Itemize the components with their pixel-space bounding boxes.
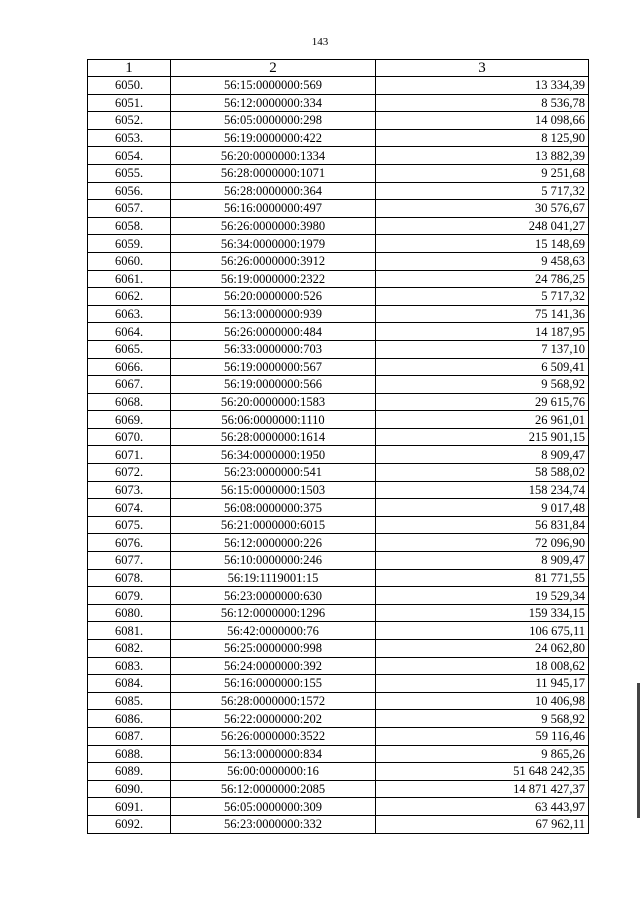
- cadastral-value: 81 771,55: [376, 569, 589, 587]
- cadastral-number: 56:28:0000000:1572: [171, 692, 376, 710]
- table-row: [88, 657, 589, 675]
- header-col-1: 1: [88, 60, 171, 77]
- cadastral-value: 51 648 242,35: [376, 763, 589, 781]
- row-number: 6058.: [88, 217, 171, 235]
- row-number: 6079.: [88, 587, 171, 605]
- cadastral-number: 56:33:0000000:703: [171, 340, 376, 358]
- cadastral-value: 9 017,48: [376, 499, 589, 517]
- table-row: [88, 446, 589, 464]
- cadastral-number: 56:25:0000000:998: [171, 640, 376, 658]
- cadastral-value: 18 008,62: [376, 657, 589, 675]
- table-body: [88, 77, 589, 834]
- row-number: 6069.: [88, 411, 171, 429]
- row-number: 6088.: [88, 745, 171, 763]
- cadastral-value: 67 962,11: [376, 815, 589, 833]
- cadastral-value: 9 568,92: [376, 376, 589, 394]
- table-header: [88, 60, 589, 77]
- cadastral-number: 56:16:0000000:155: [171, 675, 376, 693]
- cadastral-value: 9 568,92: [376, 710, 589, 728]
- table-row: [88, 745, 589, 763]
- cadastral-value: 9 251,68: [376, 164, 589, 182]
- row-number: 6050.: [88, 77, 171, 95]
- table-row: [88, 164, 589, 182]
- table-row: [88, 587, 589, 605]
- cadastral-value: 8 909,47: [376, 552, 589, 570]
- table-row: [88, 763, 589, 781]
- row-number: 6066.: [88, 358, 171, 376]
- row-number: 6080.: [88, 604, 171, 622]
- row-number: 6074.: [88, 499, 171, 517]
- table-row: [88, 499, 589, 517]
- cadastral-number: 56:13:0000000:939: [171, 305, 376, 323]
- cadastral-value: 9 458,63: [376, 252, 589, 270]
- table-row: [88, 235, 589, 253]
- row-number: 6065.: [88, 340, 171, 358]
- row-number: 6054.: [88, 147, 171, 165]
- cadastral-value: 63 443,97: [376, 798, 589, 816]
- cadastral-number: 56:19:0000000:2322: [171, 270, 376, 288]
- row-number: 6075.: [88, 516, 171, 534]
- table-row: [88, 252, 589, 270]
- cadastral-value: 9 865,26: [376, 745, 589, 763]
- cadastral-value: 19 529,34: [376, 587, 589, 605]
- table-row: [88, 798, 589, 816]
- row-number: 6087.: [88, 727, 171, 745]
- cadastral-number: 56:21:0000000:6015: [171, 516, 376, 534]
- cadastral-value: 106 675,11: [376, 622, 589, 640]
- table-row: [88, 94, 589, 112]
- cadastral-value: 158 234,74: [376, 481, 589, 499]
- table-row: [88, 358, 589, 376]
- cadastral-number: 56:20:0000000:1583: [171, 393, 376, 411]
- table-row: [88, 376, 589, 394]
- row-number: 6078.: [88, 569, 171, 587]
- cadastral-number: 56:19:0000000:567: [171, 358, 376, 376]
- cadastral-number: 56:05:0000000:309: [171, 798, 376, 816]
- row-number: 6081.: [88, 622, 171, 640]
- cadastral-value: 24 786,25: [376, 270, 589, 288]
- row-number: 6072.: [88, 464, 171, 482]
- cadastral-number: 56:26:0000000:3522: [171, 727, 376, 745]
- cadastral-value: 26 961,01: [376, 411, 589, 429]
- cadastral-value-table: [87, 59, 589, 834]
- row-number: 6063.: [88, 305, 171, 323]
- cadastral-value: 56 831,84: [376, 516, 589, 534]
- table-row: [88, 622, 589, 640]
- cadastral-value: 13 334,39: [376, 77, 589, 95]
- table-row: [88, 129, 589, 147]
- cadastral-value: 13 882,39: [376, 147, 589, 165]
- row-number: 6070.: [88, 428, 171, 446]
- table-row: [88, 77, 589, 95]
- page-number: 143: [311, 36, 329, 48]
- row-number: 6082.: [88, 640, 171, 658]
- table-row: [88, 340, 589, 358]
- cadastral-value: 7 137,10: [376, 340, 589, 358]
- cadastral-number: 56:20:0000000:526: [171, 288, 376, 306]
- table-row: [88, 147, 589, 165]
- cadastral-number: 56:34:0000000:1950: [171, 446, 376, 464]
- cadastral-value: 159 334,15: [376, 604, 589, 622]
- cadastral-number: 56:28:0000000:364: [171, 182, 376, 200]
- cadastral-value: 10 406,98: [376, 692, 589, 710]
- table-row: [88, 675, 589, 693]
- cadastral-value: 11 945,17: [376, 675, 589, 693]
- table-row: [88, 411, 589, 429]
- row-number: 6084.: [88, 675, 171, 693]
- cadastral-value: 248 041,27: [376, 217, 589, 235]
- table-row: [88, 516, 589, 534]
- cadastral-number: 56:23:0000000:541: [171, 464, 376, 482]
- table-row: [88, 815, 589, 833]
- table-row: [88, 393, 589, 411]
- cadastral-value: 14 098,66: [376, 112, 589, 130]
- cadastral-number: 56:28:0000000:1614: [171, 428, 376, 446]
- cadastral-value: 215 901,15: [376, 428, 589, 446]
- cadastral-number: 56:12:0000000:2085: [171, 780, 376, 798]
- cadastral-value: 30 576,67: [376, 200, 589, 218]
- cadastral-number: 56:15:0000000:569: [171, 77, 376, 95]
- cadastral-value: 75 141,36: [376, 305, 589, 323]
- row-number: 6090.: [88, 780, 171, 798]
- row-number: 6056.: [88, 182, 171, 200]
- row-number: 6091.: [88, 798, 171, 816]
- row-number: 6051.: [88, 94, 171, 112]
- table-row: [88, 727, 589, 745]
- row-number: 6061.: [88, 270, 171, 288]
- cadastral-number: 56:13:0000000:834: [171, 745, 376, 763]
- cadastral-number: 56:10:0000000:246: [171, 552, 376, 570]
- row-number: 6076.: [88, 534, 171, 552]
- header-row: [88, 60, 589, 77]
- row-number: 6052.: [88, 112, 171, 130]
- table-row: [88, 200, 589, 218]
- table-row: [88, 481, 589, 499]
- row-number: 6060.: [88, 252, 171, 270]
- cadastral-number: 56:08:0000000:375: [171, 499, 376, 517]
- cadastral-number: 56:34:0000000:1979: [171, 235, 376, 253]
- table-row: [88, 780, 589, 798]
- row-number: 6086.: [88, 710, 171, 728]
- table-row: [88, 710, 589, 728]
- cadastral-number: 56:24:0000000:392: [171, 657, 376, 675]
- cadastral-value: 14 871 427,37: [376, 780, 589, 798]
- cadastral-value: 59 116,46: [376, 727, 589, 745]
- cadastral-number: 56:23:0000000:630: [171, 587, 376, 605]
- cadastral-number: 56:12:0000000:334: [171, 94, 376, 112]
- row-number: 6062.: [88, 288, 171, 306]
- table-row: [88, 217, 589, 235]
- cadastral-value: 58 588,02: [376, 464, 589, 482]
- table-row: [88, 604, 589, 622]
- cadastral-number: 56:05:0000000:298: [171, 112, 376, 130]
- table-row: [88, 569, 589, 587]
- row-number: 6064.: [88, 323, 171, 341]
- row-number: 6068.: [88, 393, 171, 411]
- row-number: 6083.: [88, 657, 171, 675]
- row-number: 6059.: [88, 235, 171, 253]
- table-row: [88, 692, 589, 710]
- cadastral-number: 56:19:0000000:422: [171, 129, 376, 147]
- cadastral-number: 56:19:1119001:15: [171, 569, 376, 587]
- table-row: [88, 534, 589, 552]
- cadastral-value: 5 717,32: [376, 182, 589, 200]
- table-row: [88, 305, 589, 323]
- row-number: 6053.: [88, 129, 171, 147]
- table-row: [88, 323, 589, 341]
- cadastral-number: 56:15:0000000:1503: [171, 481, 376, 499]
- cadastral-value: 8 536,78: [376, 94, 589, 112]
- cadastral-value: 24 062,80: [376, 640, 589, 658]
- table-row: [88, 640, 589, 658]
- table-row: [88, 270, 589, 288]
- row-number: 6071.: [88, 446, 171, 464]
- cadastral-number: 56:28:0000000:1071: [171, 164, 376, 182]
- cadastral-value: 8 125,90: [376, 129, 589, 147]
- header-col-3: 3: [376, 60, 589, 77]
- row-number: 6085.: [88, 692, 171, 710]
- cadastral-number: 56:26:0000000:484: [171, 323, 376, 341]
- cadastral-value: 14 187,95: [376, 323, 589, 341]
- cadastral-number: 56:12:0000000:1296: [171, 604, 376, 622]
- table-row: [88, 112, 589, 130]
- cadastral-number: 56:22:0000000:202: [171, 710, 376, 728]
- row-number: 6089.: [88, 763, 171, 781]
- cadastral-number: 56:26:0000000:3912: [171, 252, 376, 270]
- table-row: [88, 428, 589, 446]
- cadastral-value: 6 509,41: [376, 358, 589, 376]
- row-number: 6057.: [88, 200, 171, 218]
- row-number: 6073.: [88, 481, 171, 499]
- cadastral-number: 56:23:0000000:332: [171, 815, 376, 833]
- cadastral-value: 8 909,47: [376, 446, 589, 464]
- header-col-2: 2: [171, 60, 376, 77]
- cadastral-number: 56:00:0000000:16: [171, 763, 376, 781]
- cadastral-value: 72 096,90: [376, 534, 589, 552]
- cadastral-number: 56:19:0000000:566: [171, 376, 376, 394]
- row-number: 6055.: [88, 164, 171, 182]
- cadastral-number: 56:16:0000000:497: [171, 200, 376, 218]
- table-row: [88, 552, 589, 570]
- cadastral-number: 56:26:0000000:3980: [171, 217, 376, 235]
- cadastral-number: 56:12:0000000:226: [171, 534, 376, 552]
- cadastral-value: 15 148,69: [376, 235, 589, 253]
- cadastral-value: 5 717,32: [376, 288, 589, 306]
- cadastral-number: 56:06:0000000:1110: [171, 411, 376, 429]
- cadastral-number: 56:20:0000000:1334: [171, 147, 376, 165]
- row-number: 6092.: [88, 815, 171, 833]
- cadastral-value: 29 615,76: [376, 393, 589, 411]
- row-number: 6067.: [88, 376, 171, 394]
- cadastral-number: 56:42:0000000:76: [171, 622, 376, 640]
- table-row: [88, 464, 589, 482]
- row-number: 6077.: [88, 552, 171, 570]
- table-row: [88, 182, 589, 200]
- table-row: [88, 288, 589, 306]
